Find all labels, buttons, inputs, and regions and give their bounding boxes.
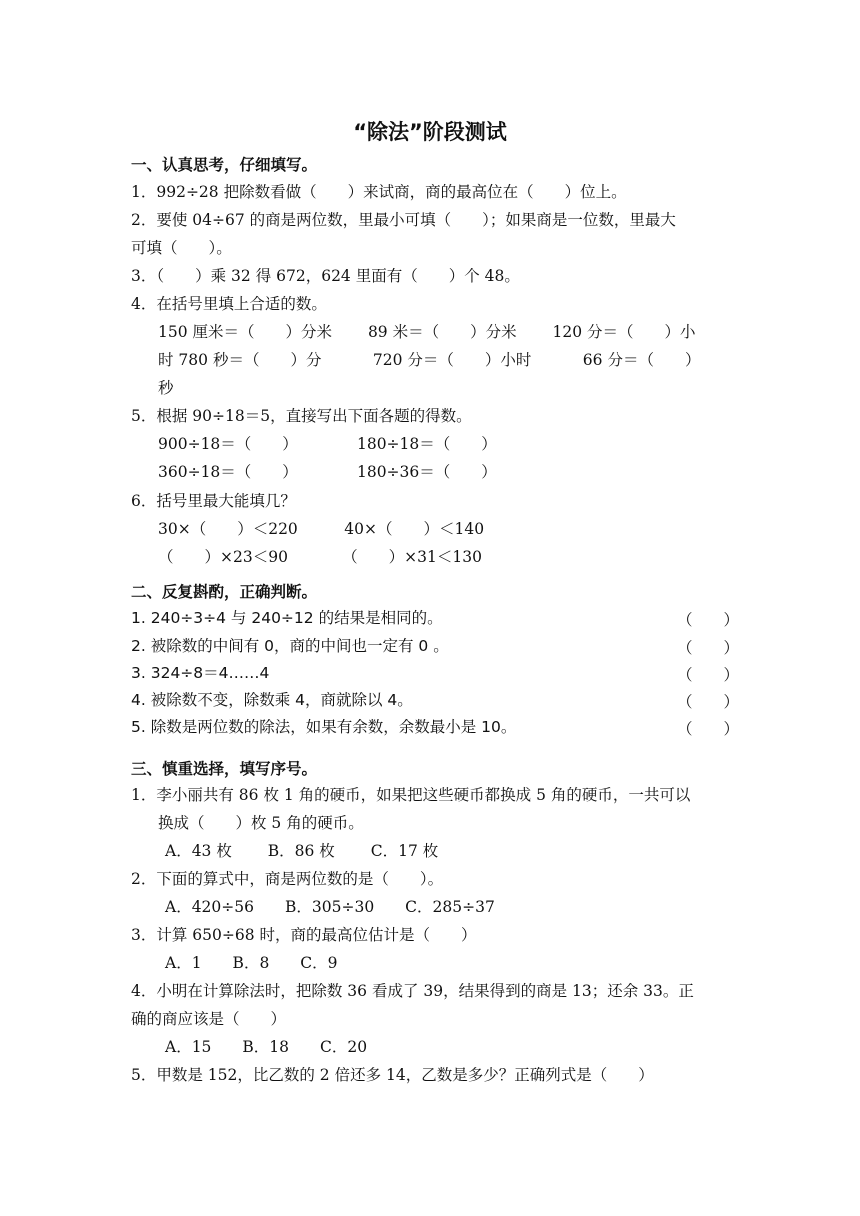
s3-question-4: 4．小明在计算除法时，把除数 36 看成了 39，结果得到的商是 13；还余 33。正 [131, 982, 694, 1000]
judge-item: 1. 240÷3÷4 与 240÷12 的结果是相同的。 [131, 609, 443, 627]
s1-question-3: 3．（ ）乘 32 得 672，624 里面有（ ）个 48。 [131, 267, 520, 285]
s1-question-1: 1．992÷28 把除数看做（ ）来试商，商的最高位在（ ）位上。 [131, 183, 627, 201]
s1-question-2-cont: 可填（ ）。 [131, 239, 232, 257]
page-title: “除法”阶段测试 [353, 120, 507, 144]
answer-paren: （ ） [677, 693, 740, 711]
s1-question-5-row-1: 900÷18＝（ ） 180÷18＝（ ） [158, 435, 497, 453]
s3-question-2: 2．下面的算式中，商是两位数的是（ ）。 [131, 870, 444, 888]
answer-paren: （ ） [677, 639, 740, 657]
answer-paren: （ ） [677, 666, 740, 684]
s1-question-4-row-2: 时 780 秒＝（ ）分 720 分＝（ ）小时 66 分＝（ ） [158, 351, 701, 369]
judge-item: 2. 被除数的中间有 0，商的中间也一定有 0 。 [131, 637, 449, 655]
judge-item: 4. 被除数不变，除数乘 4，商就除以 4。 [131, 691, 413, 709]
s3-question-2-options: A．420÷56 B．305÷30 C．285÷37 [165, 898, 495, 916]
judge-item: 5. 除数是两位数的除法，如果有余数，余数最小是 10。 [131, 718, 517, 736]
s3-question-4-cont: 确的商应该是（ ） [131, 1010, 287, 1028]
s1-question-5: 5．根据 90÷18＝5，直接写出下面各题的得数。 [131, 407, 472, 425]
s3-question-3-options: A．1 B．8 C．9 [165, 954, 338, 972]
s3-question-1: 1．李小丽共有 86 枚 1 角的硬币，如果把这些硬币都换成 5 角的硬币，一共可以 [131, 786, 691, 804]
s1-question-6: 6．括号里最大能填几？ [131, 492, 296, 510]
s1-question-6-row-1: 30×（ ）＜220 40×（ ）＜140 [158, 520, 485, 538]
s1-question-2: 2．要使 04÷67 的商是两位数，里最小可填（ ）；如果商是一位数，里最大 [131, 211, 676, 229]
s3-question-1-cont: 换成（ ）枚 5 角的硬币。 [158, 814, 364, 832]
s3-question-1-options: A．43 枚 B．86 枚 C．17 枚 [165, 842, 439, 860]
answer-paren: （ ） [677, 720, 740, 738]
s1-question-6-row-2: （ ）×23＜90 （ ）×31＜130 [158, 548, 482, 566]
s3-question-4-options: A．15 B．18 C．20 [165, 1038, 368, 1056]
section-2-heading: 二、反复斟酌，正确判断。 [131, 583, 318, 601]
s3-question-3: 3．计算 650÷68 时，商的最高位估计是（ ） [131, 926, 477, 944]
s1-question-4: 4．在括号里填上合适的数。 [131, 295, 327, 313]
answer-paren: （ ） [677, 611, 740, 629]
s1-question-4-row-3: 秒 [158, 379, 174, 397]
s1-question-5-row-2: 360÷18＝（ ） 180÷36＝（ ） [158, 463, 497, 481]
section-3-heading: 三、慎重选择，填写序号。 [131, 760, 318, 778]
section-1-heading: 一、认真思考，仔细填写。 [131, 156, 318, 174]
s1-question-4-row-1: 150 厘米＝（ ）分米 89 米＝（ ）分米 120 分＝（ ）小 [158, 323, 696, 341]
s3-question-5: 5．甲数是 152，比乙数的 2 倍还多 14，乙数是多少？正确列式是（ ） [131, 1066, 654, 1084]
judge-item: 3. 324÷8＝4……4 [131, 664, 270, 682]
